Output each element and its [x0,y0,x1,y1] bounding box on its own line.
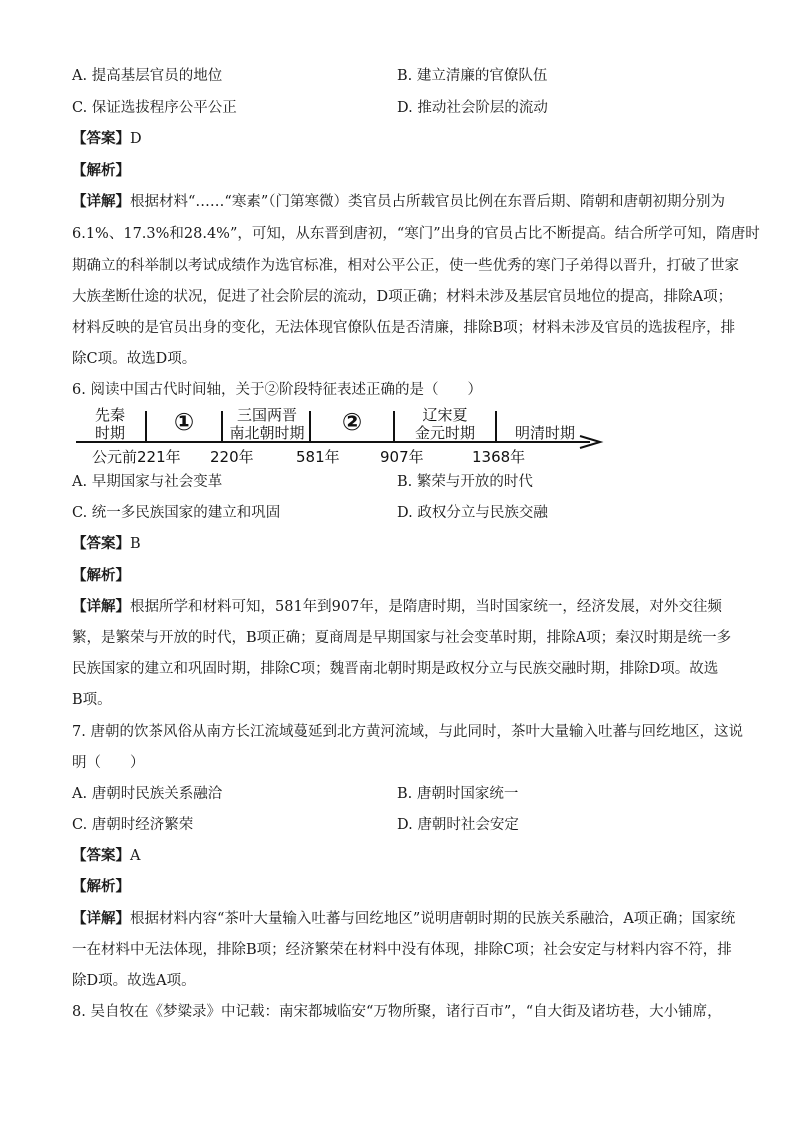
q7-option-b: B. 唐朝时国家统一 [397,786,519,802]
period-pre-qin [78,406,142,442]
answer-tag: 【答案】 [72,130,130,147]
q7-option-c: C. 唐朝时经济繁荣 [72,817,194,833]
q5-detail-line: 期确立的科举制以考试成绩作为选官标准，相对公平公正，使一些优秀的寒门子弟得以晋升，打破了世家 [72,258,739,274]
q5-detail-line: 材料反映的是官员出身的变化，无法体现官僚队伍是否清廉，排除B项；材料未涉及官员的选拔程序，排 [72,320,736,336]
q5-detail-line [72,192,725,212]
detail-text: 根据材料内容“茶叶大量输入吐蕃与回纥地区”说明唐朝时期的民族关系融洽，A项正确；国家统 [130,911,736,927]
q7-detail-line: 除D项。故选A项。 [72,973,196,989]
q5-option-c: C. 保证选拔程序公平公正 [72,100,237,116]
q6-detail-line: 民族国家的建立和巩固时期，排除C项；魏晋南北朝时期是政权分立与民族交融时期，排除D项。故选 [72,661,719,677]
detail-tag: 【详解】 [72,193,130,210]
year-label: 公元前221年 [92,448,181,466]
period-label: 三国两晋 [236,406,297,424]
q6-option-a: A. 早期国家与社会变革 [72,474,223,490]
period-label: 时期 [94,424,125,442]
answer-value: B [130,536,141,552]
answer-value: D [130,131,142,147]
q6-detail-line [72,597,722,617]
answer-tag: 【答案】 [72,847,130,864]
detail-tag: 【详解】 [72,598,130,615]
q6-option-c: C. 统一多民族国家的建立和巩固 [72,505,281,521]
detail-tag: 【详解】 [72,910,130,927]
period-label: 辽宋夏 [422,406,468,424]
q7-stem-line: 7. 唐朝的饮茶风俗从南方长江流域蔓延到北方黄河流域，与此同时，茶叶大量输入吐蕃与回纥地区，这说 [72,724,743,740]
period-label: 南北朝时期 [229,424,305,442]
q5-analysis-tag: 【解析】 [72,162,130,179]
q5-option-b: B. 建立清廉的官僚队伍 [397,68,548,84]
q5-answer [72,129,722,149]
period-marker-1: ① [173,408,195,436]
period-ming-qing: 明清时期 [514,424,575,442]
year-label: 581年 [296,448,340,466]
q7-detail-line: 一在材料中无法体现，排除B项；经济繁荣在材料中没有体现，排除C项；社会安定与材料内容不符，排 [72,942,732,958]
q7-detail-line [72,909,736,929]
year-label: 907年 [380,448,424,466]
q6-answer [72,534,722,554]
q5-detail-line: 除C项。故选D项。 [72,351,197,367]
q7-stem-line: 明（ ） [72,755,145,771]
answer-tag: 【答案】 [72,535,130,552]
q6-stem: 6. 阅读中国古代时间轴，关于②阶段特征表述正确的是（ ） [72,382,482,398]
timeline-diagram [70,403,610,466]
q6-option-b: B. 繁荣与开放的时代 [397,474,533,490]
q5-option-d: D. 推动社会阶层的流动 [397,100,548,116]
year-label: 1368年 [472,448,526,466]
period-marker-2: ② [341,408,363,436]
q6-detail-line: B项。 [72,692,112,708]
q5-detail-line: 大族垄断仕途的状况，促进了社会阶层的流动，D项正确；材料未涉及基层官员地位的提高，排除A项； [72,289,733,305]
period-three-kingdoms [224,406,310,442]
year-label: 220年 [210,448,254,466]
q5-detail-line: 6.1%、17.3%和28.4%”，可知，从东晋到唐初，“寒门”出身的官员占比不断提高。结合所学可知，隋唐时 [72,226,760,242]
q7-analysis-tag: 【解析】 [72,878,130,895]
period-label: 先秦 [94,406,125,424]
q8-stem: 8. 吴自牧在《梦粱录》中记载：南宋都城临安“万物所聚，诸行百市”，“自大街及诸坊巷，大小铺席， [72,1004,722,1020]
q6-option-d: D. 政权分立与民族交融 [397,505,548,521]
period-label: 金元时期 [414,424,475,442]
detail-text: 根据材料“……“寒素”（门第寒微）类官员占所载官员比例在东晋后期、隋朝和唐朝初期分别为 [130,194,725,210]
answer-value: A [130,848,141,864]
q5-option-a: A. 提高基层官员的地位 [72,68,223,84]
q7-answer [72,846,722,866]
q6-analysis-tag: 【解析】 [72,567,130,584]
period-liao-song [396,406,494,442]
detail-text: 根据所学和材料可知，581年到907年，是隋唐时期，当时国家统一，经济发展，对外交往频 [130,599,722,615]
q7-option-d: D. 唐朝时社会安定 [397,817,519,833]
q7-option-a: A. 唐朝时民族关系融洽 [72,786,223,802]
q6-detail-line: 繁，是繁荣与开放的时代，B项正确；夏商周是早期国家与社会变革时期，排除A项；秦汉时期是统一多 [72,630,732,646]
